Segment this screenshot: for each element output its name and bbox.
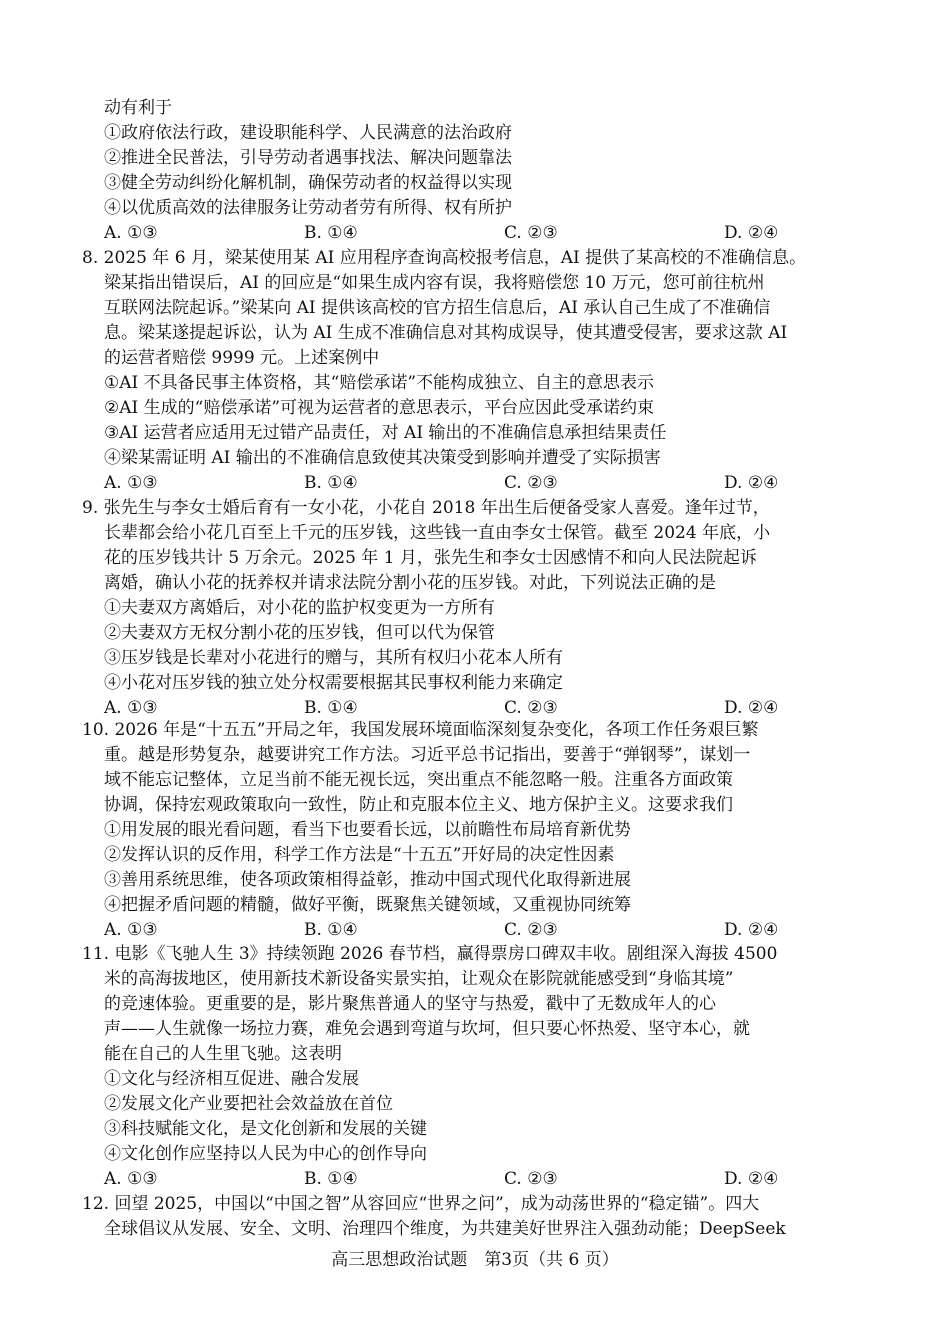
choice-a: A. ①③ bbox=[104, 698, 158, 718]
option: ④文化创作应坚持以人民为中心的创作导向 bbox=[104, 1144, 427, 1164]
option: ③善用系统思维，使各项政策相得益彰，推动中国式现代化取得新进展 bbox=[104, 870, 631, 890]
option: ④梁某需证明 AI 输出的不准确信息致使其决策受到影响并遭受了实际损害 bbox=[104, 448, 661, 468]
choice-b: B. ①④ bbox=[304, 1169, 358, 1189]
stem-line: 8. 2025 年 6 月，梁某使用某 AI 应用程序查询高校报考信息，AI 提供了某高校的不准确信息。 bbox=[82, 248, 807, 268]
answer-choices bbox=[82, 471, 882, 496]
stem-line: 的竞速体验。更重要的是，影片聚焦普通人的坚守与热爱，戳中了无数成年人的心 bbox=[104, 994, 716, 1014]
choice-c: C. ②③ bbox=[504, 1169, 558, 1189]
stem-line: 动有利于 bbox=[104, 98, 172, 118]
choice-d: D. ②④ bbox=[724, 473, 779, 493]
stem-line: 花的压岁钱共计 5 万余元。2025 年 1 月，张先生和李女士因感情不和向人民法院起诉 bbox=[104, 548, 757, 568]
choice-c: C. ②③ bbox=[504, 920, 558, 940]
stem-line: 互联网法院起诉。”梁某向 AI 提供该高校的官方招生信息后，AI 承认自己生成了不准确信 bbox=[104, 298, 771, 318]
option: ③科技赋能文化，是文化创新和发展的关键 bbox=[104, 1119, 427, 1139]
option: ③健全劳动纠纷化解机制，确保劳动者的权益得以实现 bbox=[104, 173, 512, 193]
stem-line: 域不能忘记整体，立足当前不能无视长远，突出重点不能忽略一般。注重各方面政策 bbox=[104, 770, 733, 790]
option: ②夫妻双方无权分割小花的压岁钱，但可以代为保管 bbox=[104, 623, 495, 643]
choice-a: A. ①③ bbox=[104, 223, 158, 243]
stem-line: 9. 张先生与李女士婚后育有一女小花，小花自 2018 年出生后便备受家人喜爱。逢年过节， bbox=[82, 498, 770, 518]
stem-line: 重。越是形势复杂，越要讲究工作方法。习近平总书记指出，要善于“弹钢琴”，谋划一 bbox=[104, 745, 751, 765]
question-7-continuation bbox=[82, 96, 862, 246]
stem-line: 能在自己的人生里飞驰。这表明 bbox=[104, 1044, 342, 1064]
option: ④小花对压岁钱的独立处分权需要根据其民事权利能力来确定 bbox=[104, 673, 563, 693]
answer-choices bbox=[82, 918, 882, 943]
option: ①政府依法行政，建设职能科学、人民满意的法治政府 bbox=[104, 123, 512, 143]
answer-choices bbox=[82, 1167, 882, 1192]
stem-line: 长辈都会给小花几百至上千元的压岁钱，这些钱一直由李女士保管。截至 2024 年底，小 bbox=[104, 523, 771, 543]
option: ②发展文化产业要把社会效益放在首位 bbox=[104, 1094, 393, 1114]
choice-c: C. ②③ bbox=[504, 223, 558, 243]
choice-b: B. ①④ bbox=[304, 473, 358, 493]
stem-line: 协调，保持宏观政策取向一致性，防止和克服本位主义、地方保护主义。这要求我们 bbox=[104, 795, 733, 815]
option: ①文化与经济相互促进、融合发展 bbox=[104, 1069, 359, 1089]
stem-line: 10. 2026 年是“十五五”开局之年，我国发展环境面临深刻复杂变化，各项工作任务艰巨繁 bbox=[82, 720, 759, 740]
option: ②发挥认识的反作用，科学工作方法是“十五五”开好局的决定性因素 bbox=[104, 845, 615, 865]
option: ④把握矛盾问题的精髓，做好平衡，既聚焦关键领域，又重视协同统筹 bbox=[104, 895, 631, 915]
page-footer: 高三思想政治试题 第3页（共 6 页） bbox=[331, 1250, 619, 1270]
option: ①用发展的眼光看问题，看当下也要看长远，以前瞻性布局培育新优势 bbox=[104, 820, 631, 840]
option: ①AI 不具备民事主体资格，其“赔偿承诺”不能构成独立、自主的意思表示 bbox=[104, 373, 655, 393]
stem-line: 12. 回望 2025，中国以“中国之智”从容回应“世界之问”，成为动荡世界的“稳定锚”。四大 bbox=[82, 1194, 760, 1214]
question-8 bbox=[82, 246, 882, 496]
question-10 bbox=[82, 718, 882, 943]
option: ②推进全民普法，引导劳动者遇事找法、解决问题靠法 bbox=[104, 148, 512, 168]
option: ②AI 生成的“赔偿承诺”可视为运营者的意思表示，平台应因此受承诺约束 bbox=[104, 398, 655, 418]
choice-d: D. ②④ bbox=[724, 698, 779, 718]
option: ④以优质高效的法律服务让劳动者劳有所得、权有所护 bbox=[104, 198, 512, 218]
stem-line: 米的高海拔地区，使用新技术新设备实景实拍，让观众在影院就能感受到“身临其境” bbox=[104, 969, 734, 989]
answer-choices bbox=[82, 221, 862, 246]
question-12 bbox=[82, 1192, 882, 1242]
question-11 bbox=[82, 942, 882, 1192]
stem-line: 声——人生就像一场拉力赛，难免会遇到弯道与坎坷，但只要心怀热爱、坚守本心，就 bbox=[104, 1019, 750, 1039]
stem-line: 梁某指出错误后，AI 的回应是“如果生成内容有误，我将赔偿您 10 万元，您可前往杭州 bbox=[104, 273, 765, 293]
choice-d: D. ②④ bbox=[724, 920, 779, 940]
choice-a: A. ①③ bbox=[104, 1169, 158, 1189]
choice-b: B. ①④ bbox=[304, 223, 358, 243]
choice-b: B. ①④ bbox=[304, 698, 358, 718]
choice-a: A. ①③ bbox=[104, 920, 158, 940]
choice-d: D. ②④ bbox=[724, 223, 779, 243]
choice-a: A. ①③ bbox=[104, 473, 158, 493]
choice-c: C. ②③ bbox=[504, 698, 558, 718]
option: ①夫妻双方离婚后，对小花的监护权变更为一方所有 bbox=[104, 598, 495, 618]
choice-b: B. ①④ bbox=[304, 920, 358, 940]
stem-line: 全球倡议从发展、安全、文明、治理四个维度，为共建美好世界注入强劲动能；DeepSeek bbox=[104, 1219, 786, 1239]
choice-c: C. ②③ bbox=[504, 473, 558, 493]
stem-line: 的运营者赔偿 9999 元。上述案例中 bbox=[104, 348, 380, 368]
choice-d: D. ②④ bbox=[724, 1169, 779, 1189]
stem-line: 11. 电影《飞驰人生 3》持续领跑 2026 春节档，赢得票房口碑双丰收。剧组深入海拔 4500 bbox=[82, 944, 778, 964]
stem-line: 息。梁某遂提起诉讼，认为 AI 生成不准确信息对其构成误导，使其遭受侵害，要求这款 AI bbox=[104, 323, 788, 343]
option: ③压岁钱是长辈对小花进行的赠与，其所有权归小花本人所有 bbox=[104, 648, 563, 668]
stem-line: 离婚，确认小花的抚养权并请求法院分割小花的压岁钱。对此，下列说法正确的是 bbox=[104, 573, 716, 593]
option: ③AI 运营者应适用无过错产品责任，对 AI 输出的不准确信息承担结果责任 bbox=[104, 423, 667, 443]
question-9 bbox=[82, 496, 882, 721]
